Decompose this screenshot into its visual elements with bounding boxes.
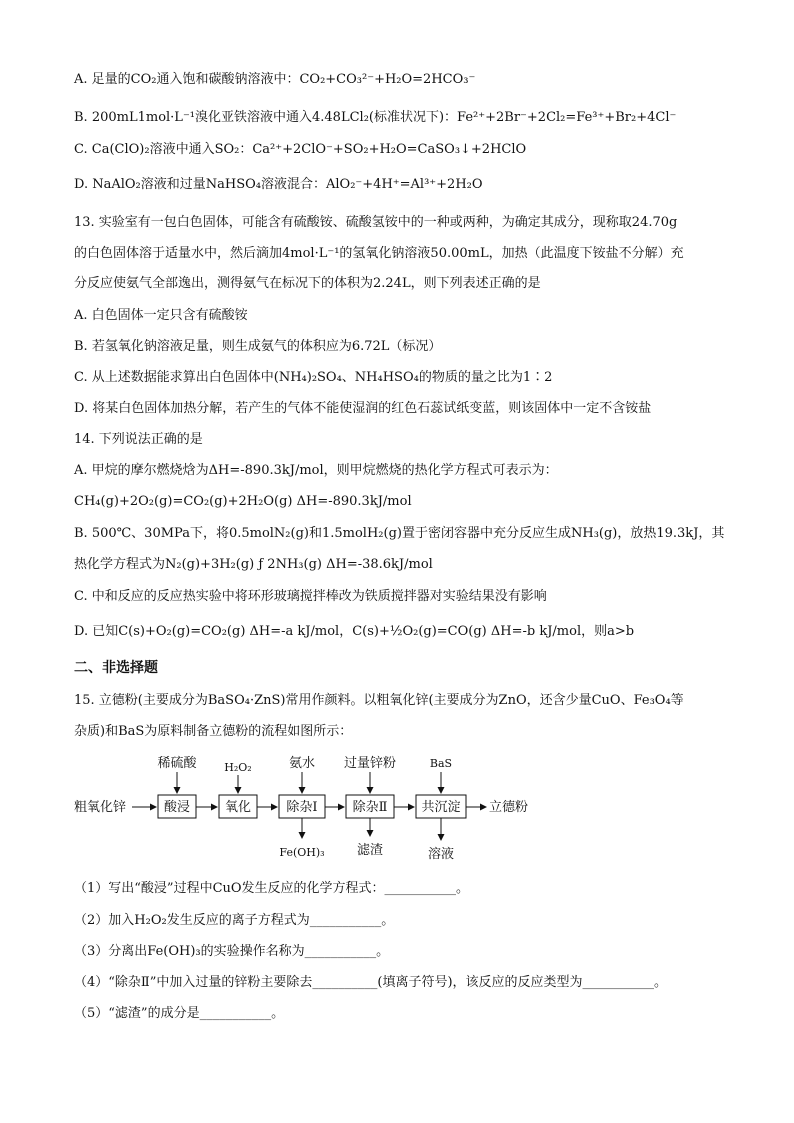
q15-sub3: （3）分离出Fe(OH)₃的实验操作名称为___________。 (74, 944, 390, 959)
flow-input-h2o2: H₂O₂ (224, 761, 252, 774)
q15-sub4: （4）“除杂Ⅱ”中加入过量的锌粉主要除去__________(填离子符号)，该反应的反应类型为___________。 (74, 975, 668, 990)
svg-text:共沉淀: 共沉淀 (421, 800, 461, 815)
flow-step-oxidation (219, 795, 257, 818)
q15-sub1: （1）写出“酸浸”过程中CuO发生反应的化学方程式：___________。 (74, 881, 470, 896)
section-title: 二、非选择题 (74, 660, 158, 676)
flow-step-coprecipitation (416, 795, 466, 818)
q13-option-b: B. 若氢氧化钠溶液足量，则生成氨气的体积应为6.72L（标况） (74, 339, 442, 354)
flow-output-fe-oh3: Fe(OH)₃ (279, 846, 325, 859)
q13-option-d: D. 将某白色固体加热分解，若产生的气体不能使湿润的红色石蕊试纸变蓝，则该固体中一定不含铵盐 (74, 401, 652, 416)
q13-option-a: A. 白色固体一定只含有硫酸铵 (74, 308, 248, 323)
q12-option-b: B. 200mL1mol·L⁻¹溴化亚铁溶液中通入4.48LCl₂(标准状况下)：Fe²⁺+2Br⁻+2Cl₂=Fe³⁺+Br₂+4Cl⁻ (74, 110, 677, 125)
q15-sub2: （2）加入H₂O₂发生反应的离子方程式为___________。 (74, 913, 395, 928)
flow-step-purify-1 (279, 795, 325, 818)
q12-option-a: A. 足量的CO₂通入饱和碳酸钠溶液中：CO₂+CO₃²⁻+H₂O=2HCO₃⁻ (74, 72, 476, 87)
flow-step-acid-leach (158, 795, 196, 818)
svg-text:除杂Ⅱ: 除杂Ⅱ (352, 800, 388, 815)
q12-option-d: D. NaAlO₂溶液和过量NaHSO₄溶液混合：AlO₂⁻+4H⁺=Al³⁺+2H₂O (74, 177, 483, 192)
flowchart-svg (72, 754, 572, 866)
flow-input-sulfuric-acid: 稀硫酸 (157, 756, 197, 771)
flow-output-residue: 滤渣 (356, 843, 384, 858)
flow-output-solution: 溶液 (427, 847, 455, 862)
q13-option-c: C. 从上述数据能求算出白色固体中(NH₄)₂SO₄、NH₄HSO₄的物质的量之比为1∶2 (74, 370, 553, 385)
flow-start-label: 粗氧化锌 (74, 800, 127, 815)
svg-text:除杂Ⅰ: 除杂Ⅰ (286, 800, 318, 815)
flow-end-label: 立德粉 (489, 800, 529, 815)
q15-sub5: （5）“滤渣”的成分是___________。 (74, 1006, 285, 1021)
q14-option-a-line1: A. 甲烷的摩尔燃烧焓为ΔH=-890.3kJ/mol，则甲烷燃烧的热化学方程式可表示为： (74, 463, 558, 478)
q15-stem-line1: 15. 立德粉(主要成分为BaSO₄·ZnS)常用作颜料。以粗氧化锌(主要成分为ZnO，还含少量CuO、Fe₃O₄等 (74, 693, 684, 708)
flow-input-bas: BaS (429, 757, 453, 770)
q13-stem-line2: 的白色固体溶于适量水中，然后滴加4mol·L⁻¹的氢氧化钠溶液50.00mL，加热（此温度下铵盐不分解）充 (74, 246, 684, 261)
q14-option-a-line2: CH₄(g)+2O₂(g)=CO₂(g)+2H₂O(g) ΔH=-890.3kJ/mol (74, 494, 412, 509)
process-flowchart (72, 754, 572, 866)
q13-stem-line1: 13. 实验室有一包白色固体，可能含有硫酸铵、硫酸氢铵中的一种或两种，为确定其成分，现称取24.70g (74, 215, 678, 230)
flow-input-ammonia: 氨水 (288, 756, 316, 771)
flow-step-purify-2 (346, 795, 394, 818)
q13-stem-line3: 分反应使氨气全部逸出，测得氨气在标况下的体积为2.24L，则下列表述正确的是 (74, 276, 541, 291)
q12-option-c: C. Ca(ClO)₂溶液中通入SO₂：Ca²⁺+2ClO⁻+SO₂+H₂O=CaSO₃↓+2HClO (74, 142, 527, 157)
q14-option-b-line2: 热化学方程式为N₂(g)+3H₂(g) ƒ 2NH₃(g) ΔH=-38.6kJ/mol (74, 557, 433, 572)
flow-input-zinc-powder: 过量锌粉 (343, 756, 397, 771)
q14-option-b-line1: B. 500℃、30MPa下，将0.5molN₂(g)和1.5molH₂(g)置于密闭容器中充分反应生成NH₃(g)，放热19.3kJ，其 (74, 526, 725, 541)
q14-option-d: D. 已知C(s)+O₂(g)=CO₂(g) ΔH=-a kJ/mol，C(s)+½O₂(g)=CO(g) ΔH=-b kJ/mol，则a>b (74, 624, 635, 639)
svg-text:氧化: 氧化 (224, 800, 252, 815)
svg-text:酸浸: 酸浸 (163, 800, 191, 815)
q15-stem-line2: 杂质)和BaS为原料制备立德粉的流程如图所示： (74, 724, 353, 739)
q14-stem: 14. 下列说法正确的是 (74, 432, 203, 447)
q14-option-c: C. 中和反应的反应热实验中将环形玻璃搅拌棒改为铁质搅拌器对实验结果没有影响 (74, 589, 547, 604)
